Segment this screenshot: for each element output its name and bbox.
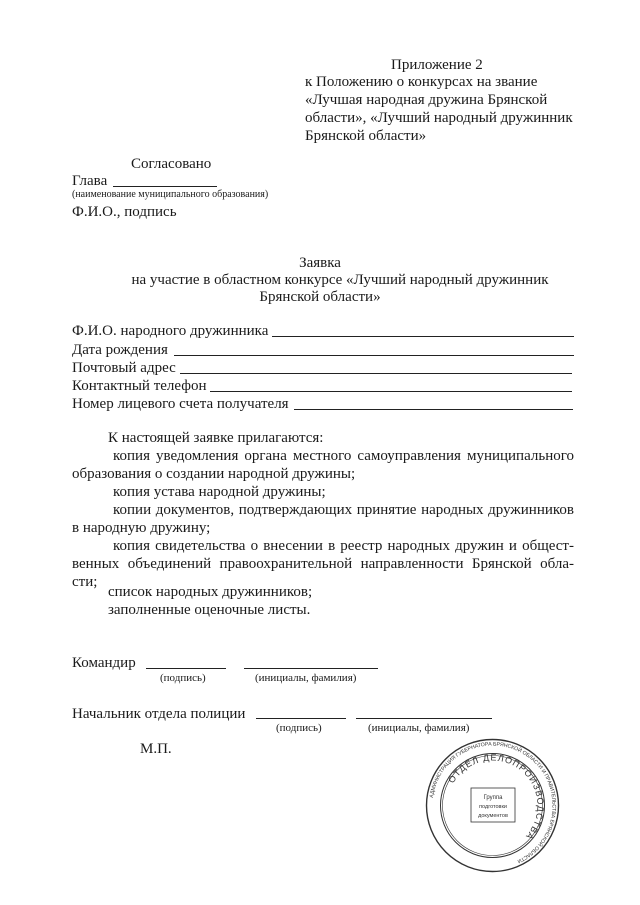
commander-signature-caption: (подпись) bbox=[160, 672, 206, 684]
stamp-center-line-3: документов bbox=[478, 813, 508, 819]
police-initials-caption: (инициалы, фамилия) bbox=[368, 722, 470, 734]
head-caption: (наименование муниципального образования) bbox=[72, 189, 269, 200]
attachment-4-line-3: сти; bbox=[72, 574, 98, 590]
appendix-title: Приложение 2 bbox=[391, 57, 483, 73]
field-phone-label: Контактный телефон bbox=[72, 378, 207, 394]
attachment-3-line-2: в народную дружину; bbox=[72, 520, 211, 536]
police-chief-label: Начальник отдела полиции bbox=[72, 706, 246, 722]
stamp-outer-text: АДМИНИСТРАЦИЯ ГУБЕРНАТОРА БРЯНСКОЙ ОБЛАСТИ И ПРАВИТЕЛЬСТВА БРЯНСКОЙ ОБЛАСТИ bbox=[428, 741, 557, 864]
field-address-line bbox=[180, 373, 572, 374]
agreed-label: Согласовано bbox=[131, 156, 212, 172]
stamp-center-line-2: подготовки bbox=[479, 804, 507, 810]
field-fio-line bbox=[272, 336, 574, 337]
field-address-label: Почтовый адрес bbox=[72, 360, 176, 376]
attachment-6: заполненные оценочные листы. bbox=[108, 602, 311, 618]
application-subtitle-1: на участие в областном конкурсе «Лучший народный дружинник bbox=[131, 272, 549, 288]
attachment-3-line-1: копии документов, подтверждающих принятие народных дружинников bbox=[113, 502, 574, 518]
department-stamp bbox=[425, 738, 560, 873]
appendix-line-3: области», «Лучший народный дружинник bbox=[305, 110, 573, 126]
field-account-label: Номер лицевого счета получателя bbox=[72, 396, 289, 412]
head-label: Глава bbox=[72, 173, 108, 189]
appendix-line-1: к Положению о конкурсах на звание bbox=[305, 74, 538, 90]
field-phone-line bbox=[210, 391, 572, 392]
application-title: Заявка bbox=[299, 255, 341, 271]
attachment-1-line-1: копия уведомления органа местного самоуправления муниципального bbox=[113, 448, 574, 464]
head-signature-line bbox=[113, 186, 217, 187]
attachment-1-line-2: образования о создании народной дружины; bbox=[72, 466, 356, 482]
field-fio-label: Ф.И.О. народного дружинника bbox=[72, 323, 269, 339]
police-initials-line bbox=[356, 718, 492, 719]
attachment-4-line-2: венных объединений правоохранительной направленности Брянской обла- bbox=[72, 556, 574, 572]
stamp-ring-text: ОТДЕЛ ДЕЛОПРОИЗВОДСТВА bbox=[446, 752, 546, 842]
application-subtitle-2: Брянской области» bbox=[259, 289, 381, 305]
attachment-2: копия устава народной дружины; bbox=[113, 484, 326, 500]
attachments-intro: К настоящей заявке прилагаются: bbox=[108, 430, 324, 446]
field-birthdate-label: Дата рождения bbox=[72, 342, 168, 358]
appendix-line-4: Брянской области» bbox=[305, 128, 427, 144]
seal-place-label: М.П. bbox=[140, 741, 172, 757]
fio-sign-label: Ф.И.О., подпись bbox=[72, 204, 177, 220]
police-signature-line bbox=[256, 718, 346, 719]
stamp-center-line-1: Группа bbox=[483, 795, 503, 801]
field-birthdate-line bbox=[174, 355, 574, 356]
commander-initials-line bbox=[244, 668, 378, 669]
police-signature-caption: (подпись) bbox=[276, 722, 322, 734]
commander-initials-caption: (инициалы, фамилия) bbox=[255, 672, 357, 684]
attachment-4-line-1: копия свидетельства о внесении в реестр народных дружин и общест- bbox=[113, 538, 574, 554]
field-account-line bbox=[294, 409, 573, 410]
appendix-line-2: «Лучшая народная дружина Брянской bbox=[305, 92, 548, 108]
attachment-5: список народных дружинников; bbox=[108, 584, 313, 600]
commander-label: Командир bbox=[72, 655, 136, 671]
commander-signature-line bbox=[146, 668, 226, 669]
